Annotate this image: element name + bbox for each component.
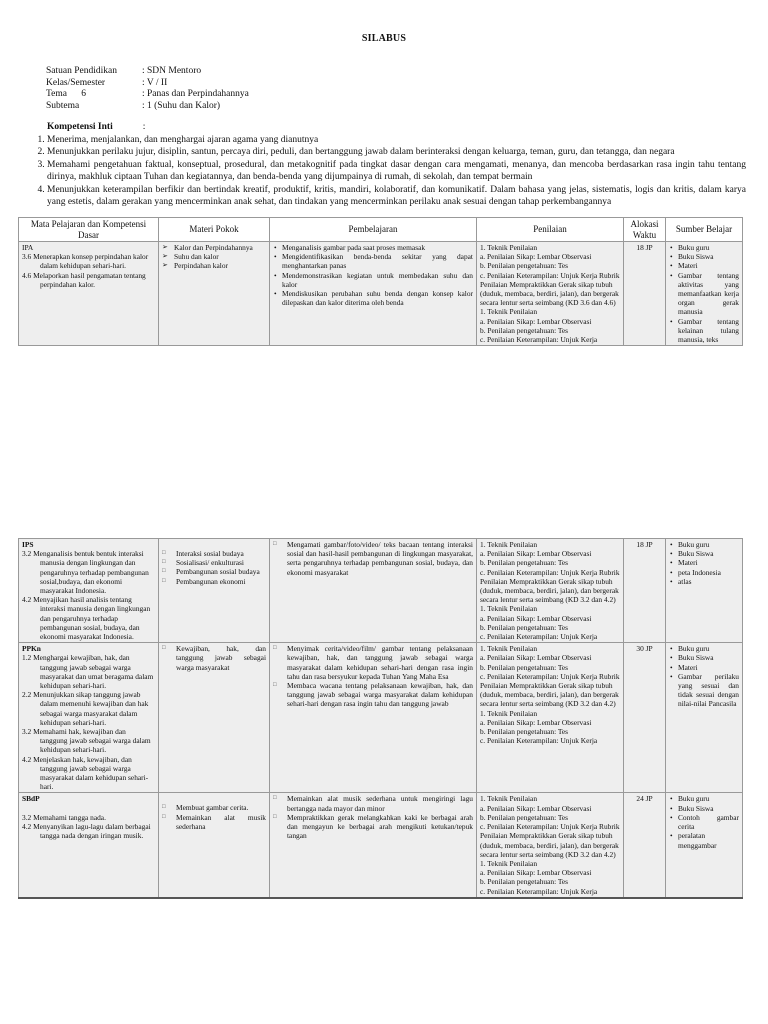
penilaian-line: a. Penilaian Sikap: Lembar Observasi xyxy=(480,252,592,262)
pembelajaran-item: □ Menyimak cerita/video/film/ gambar tentang pelaksanaan kewajiban, hak, dan tanggung jawab sebagai warga masyarakat dalam kehidupan sehari-hari dengan rasa ingin tahu dan rasa bersyukur kepada Tuhan Yang Maha Esa xyxy=(273,644,473,681)
pembelajaran-cell xyxy=(270,242,477,346)
header-pembelajaran: Pembelajaran xyxy=(270,218,477,242)
header-subject-kd: Mata Pelajaran dan Kompetensi Dasar xyxy=(19,218,159,242)
penilaian-line: a. Penilaian Sikap: Lembar Observasi xyxy=(480,613,592,623)
subject-name: SBdP xyxy=(22,794,40,804)
pembelajaran-item: □ Mengamati gambar/foto/video/ teks bacaan tentang interaksi sosial dan hasil-hasil pembangunan di lingkungan masyarakat, serta pengaruhnya terhadap pembangunan sosial, budaya, dan ekonomi masyarakat xyxy=(273,540,473,577)
penilaian-cell xyxy=(477,539,624,643)
identity-value: : SDN Mentoro xyxy=(142,66,202,76)
sumber-item: • Gambar tentang kelainan tulang manusia, teks xyxy=(669,317,739,345)
sumber-item: • Buku Siswa xyxy=(669,653,739,662)
sumber-item: • Buku Siswa xyxy=(669,804,739,813)
materi-item: □ Interaksi sosial budaya xyxy=(162,549,266,558)
penilaian-line: c. Penilaian Keterampilan: Unjuk Kerja xyxy=(480,335,598,345)
sumber-item: • Buku guru xyxy=(669,644,739,653)
penilaian-line: c. Penilaian Keterampilan: Unjuk Kerja Rubrik Penilaian Mempraktikkan Gerak sikap tubuh (duduk, membaca, berdiri, jalan), dan bergerak secara lentur serta seimbang (KD 3.2 dan 4.2) xyxy=(480,567,620,605)
kd-item: 4.2 Menyajikan hasil analisis tentang interaksi manusia dengan lingkungan dan pengaruhnya terhadap pembangunan sosial, budaya, dan ekonomi masyarakat Indonesia. xyxy=(22,595,151,642)
sumber-item: • Buku guru xyxy=(669,794,739,803)
penilaian-line: b. Penilaian pengetahuan: Tes xyxy=(480,877,569,887)
pembelajaran-item: • Mendiskusikan perubahan suhu benda dengan konsep kalor dilepaskan dan kalor diterima oleh benda xyxy=(273,289,473,307)
penilaian-line: a. Penilaian Sikap: Lembar Observasi xyxy=(480,803,592,813)
sumber-item: • peta Indonesia xyxy=(669,568,739,577)
sumber-item: • Materi xyxy=(669,558,739,567)
penilaian-line: b. Penilaian pengetahuan: Tes xyxy=(480,727,569,737)
kd-item: 3.6 Menerapkan konsep perpindahan kalor dalam kehidupan sehari-hari. xyxy=(22,252,149,271)
header-materi: Materi Pokok xyxy=(159,218,270,242)
identity-value: : Panas dan Perpindahannya xyxy=(142,89,249,99)
kompetensi-inti-item: 4. Menunjukkan keterampilan berfikir dan bertindak kreatif, produktif, kritis, mandiri, kolaboratif, dan komunikatif. Dalam bahasa yang jelas, sistematis, logis dan kritis, dalam karya yang estetis, dalam gerakan yang mencerminkan anak sehat, dan tindakan yang mencerminkan perilaku anak sesuai dengan tahap perkembangannya xyxy=(47,184,746,209)
sumber-cell xyxy=(666,539,743,643)
materi-item: □ Pembangunan sosial budaya xyxy=(162,567,266,576)
identity-row xyxy=(46,101,249,113)
kompetensi-inti-heading xyxy=(47,121,746,134)
subject-kd-cell xyxy=(19,643,159,793)
pembelajaran-item: □ Mempraktikkan gerak melangkahkan kaki ke berbagai arah dan mengayun ke berbagai arah mengikuti ketukan/tepuk tangan xyxy=(273,813,473,841)
penilaian-line: 1. Teknik Penilaian xyxy=(480,540,538,549)
pembelajaran-cell xyxy=(270,539,477,643)
penilaian-line: c. Penilaian Keterampilan: Unjuk Kerja Rubrik Penilaian Mempraktikkan Gerak sikap tubuh (duduk, membaca, berdiri, jalan), dan bergerak secara lentur serta seimbang (KD 3.2 dan 4.2) xyxy=(480,822,620,859)
header-sumber: Sumber Belajar xyxy=(666,218,743,242)
sumber-item: • Buku guru xyxy=(669,540,739,549)
materi-item: □ Pembangunan ekonomi xyxy=(162,577,266,586)
kompetensi-inti-item: 2. Menunjukkan perilaku jujur, disiplin, santun, percaya diri, peduli, dan bertanggung jawab dalam berinteraksi dengan keluarga, teman, guru, dan tetangga, dan negara xyxy=(47,146,746,159)
identity-key: Tema 6 xyxy=(46,89,86,99)
subject-name: PPKn xyxy=(22,644,41,654)
materi-cell xyxy=(159,539,270,643)
table-header-row xyxy=(19,218,743,242)
materi-cell xyxy=(159,793,270,898)
syllabus-table-page-2 xyxy=(18,538,743,899)
sumber-item: • Materi xyxy=(669,663,739,672)
sumber-item: • Buku guru xyxy=(669,243,739,252)
materi-item: □ Memainkan alat musik sederhana xyxy=(162,813,266,831)
header-alokasi: Alokasi Waktu xyxy=(624,218,666,242)
materi-item: □ Kewajiban, hak, dan tanggung jawab sebagai warga masyarakat xyxy=(162,644,266,672)
kd-item: 3.2 Memahami tangga nada. xyxy=(22,812,106,822)
sumber-item: • atlas xyxy=(669,577,739,586)
penilaian-line: a. Penilaian Sikap: Lembar Observasi xyxy=(480,717,592,727)
penilaian-line: c. Penilaian Keterampilan: Unjuk Kerja xyxy=(480,632,598,642)
penilaian-line: 1. Teknik Penilaian xyxy=(480,243,538,252)
penilaian-line: c. Penilaian Keterampilan: Unjuk Kerja Rubrik Penilaian Mempraktikkan Gerak sikap tubuh (duduk, membaca, berdiri, jalan), dan bergerak secara lentur serta seimbang (KD 3.6 dan 4.6) xyxy=(480,270,620,308)
table-row xyxy=(19,539,743,643)
penilaian-cell xyxy=(477,242,624,346)
penilaian-line: b. Penilaian pengetahuan: Tes xyxy=(480,325,569,335)
header-penilaian: Penilaian xyxy=(477,218,624,242)
materi-item: □ Sosialisasi/ enkulturasi xyxy=(162,558,266,567)
pembelajaran-item: □ Memainkan alat musik sederhana untuk mengiringi lagu bertangga nada mayor dan minor xyxy=(273,794,473,812)
penilaian-cell xyxy=(477,643,624,793)
sumber-item: • peralatan menggambar xyxy=(669,831,739,849)
syllabus-table-page-1 xyxy=(18,217,743,346)
subject-kd-cell xyxy=(19,242,159,346)
alokasi-cell: 24 JP xyxy=(624,793,666,898)
sumber-item: • Gambar tentang aktivitas yang memanfaatkan kerja organ gerak manusia xyxy=(669,271,739,317)
sumber-cell xyxy=(666,643,743,793)
sumber-cell xyxy=(666,793,743,898)
kd-item: 3.2 Menganalisis bentuk bentuk interaksi manusia dengan lingkungan dan pengaruhnya terhadap pembangunan sosial,budaya, dan ekonomi masyarakat Indonesia. xyxy=(22,549,149,596)
kompetensi-inti-label: Kompetensi Inti xyxy=(47,122,113,132)
penilaian-line: b. Penilaian pengetahuan: Tes xyxy=(480,261,569,271)
subject-name: IPA xyxy=(22,243,34,252)
pembelajaran-cell xyxy=(270,793,477,898)
kd-item: 3.2 Memahami hak, kewajiban dan tanggung jawab sebagai warga dalam kehidupan sehari-hari. xyxy=(22,727,151,755)
kompetensi-inti-colon: : xyxy=(142,122,146,132)
penilaian-line: a. Penilaian Sikap: Lembar Observasi xyxy=(480,549,592,559)
kd-item: 4.2 Menjelaskan hak, kewajiban, dan tanggung jawab sebagai warga masyarakat dalam kehidupan sehari-hari. xyxy=(22,754,149,792)
kd-item: 1.2 Menghargai kewajiban, hak, dan tanggung jawab sebagai warga masyarakat dan umat beragama dalam kehidupan sehari-hari. xyxy=(22,653,154,691)
penilaian-cell xyxy=(477,793,624,898)
alokasi-cell: 30 JP xyxy=(624,643,666,793)
penilaian-line: c. Penilaian Keterampilan: Unjuk Kerja xyxy=(480,886,598,896)
identity-row xyxy=(46,89,249,101)
kompetensi-inti-item: 3. Memahami pengetahuan faktual, konseptual, prosedural, dan metakognitif pada tingkat dasar dengan cara mengamati, menanya, dan mencoba berdasarkan rasa ingin tahu tentang dirinya, makhluk ciptaan Tuhan dan kegiatannya, dan benda-benda yang dijumpainya di rumah, di sekolah, dan tempat bermain xyxy=(47,159,746,184)
sumber-item: • Buku Siswa xyxy=(669,549,739,558)
materi-item: ➢ Suhu dan kalor xyxy=(162,252,266,261)
identity-row xyxy=(46,78,249,90)
sumber-item: • Gambar perilaku yang sesuai dan tidak sesuai dengan nilai-nilai Pancasila xyxy=(669,672,739,709)
materi-item: □ Membuat gambar cerita. xyxy=(162,803,266,812)
alokasi-cell: 18 JP xyxy=(624,539,666,643)
identity-key: Subtema xyxy=(46,100,80,111)
penilaian-line: 1. Teknik Penilaian xyxy=(480,644,538,654)
materi-item: ➢ Perpindahan kalor xyxy=(162,261,266,270)
identity-row xyxy=(46,66,249,78)
page-title: SILABUS xyxy=(361,33,407,44)
subject-kd-cell xyxy=(19,539,159,643)
subject-name: IPS xyxy=(22,540,34,549)
kd-item: 4.6 Melaporkan hasil pengamatan tentang perpindahan kalor. xyxy=(22,270,146,289)
penilaian-line: 1. Teknik Penilaian xyxy=(480,794,538,804)
table-row xyxy=(19,793,743,898)
penilaian-line: b. Penilaian pengetahuan: Tes xyxy=(480,622,569,632)
penilaian-line: b. Penilaian pengetahuan: Tes xyxy=(480,558,569,568)
identity-key: Satuan Pendidikan xyxy=(46,66,117,76)
pembelajaran-item: • Mendemonstrasikan kegiatan untuk membedakan suhu dan kalor xyxy=(273,271,473,289)
penilaian-line: a. Penilaian Sikap: Lembar Observasi xyxy=(480,868,592,878)
penilaian-line: a. Penilaian Sikap: Lembar Observasi xyxy=(480,316,592,326)
subject-kd-cell xyxy=(19,793,159,898)
identity-key: Kelas/Semester xyxy=(46,77,106,88)
alokasi-cell: 18 JP xyxy=(624,242,666,346)
pembelajaran-cell xyxy=(270,643,477,793)
pembelajaran-item: • Mengidentifikasikan benda-benda sekitar yang dapat menghantarkan panas xyxy=(273,252,473,270)
pembelajaran-item: □ Membaca wacana tentang pelaksanaan kewajiban, hak, dan tanggung jawab sebagai warga masyarakat dalam kehidupan sehari-hari dengan rasa ingin tahu dan tanggung jawab xyxy=(273,681,473,709)
penilaian-line: 1. Teknik Penilaian xyxy=(480,858,538,868)
penilaian-line: b. Penilaian pengetahuan: Tes xyxy=(480,812,569,822)
materi-item: ➢ Kalor dan Perpindahannya xyxy=(162,243,266,252)
sumber-item: • Materi xyxy=(669,261,739,270)
kd-item: 4.2 Menyanyikan lagu-lagu dalam berbagai tangga nada dengan iringan musik. xyxy=(22,821,151,841)
sumber-item: • Buku Siswa xyxy=(669,252,739,261)
penilaian-line: c. Penilaian Keterampilan: Unjuk Kerja xyxy=(480,736,598,746)
penilaian-line: b. Penilaian pengetahuan: Tes xyxy=(480,662,569,672)
penilaian-line: a. Penilaian Sikap: Lembar Observasi xyxy=(480,653,592,663)
kompetensi-inti xyxy=(30,121,746,209)
penilaian-line: c. Penilaian Keterampilan: Unjuk Kerja Rubrik Penilaian Mempraktikkan Gerak sikap tubuh (duduk, membaca, berdiri, jalan), dan bergerak secara lentur serta seimbang (KD 3.2 dan 4.2) xyxy=(480,671,620,709)
penilaian-line: 1. Teknik Penilaian xyxy=(480,708,538,718)
penilaian-line: 1. Teknik Penilaian xyxy=(480,307,538,317)
penilaian-line: 1. Teknik Penilaian xyxy=(480,604,538,614)
table-row xyxy=(19,643,743,793)
identity-block xyxy=(46,66,249,112)
kompetensi-inti-list xyxy=(30,134,746,209)
sumber-item: • Contoh gambar cerita xyxy=(669,813,739,831)
sumber-cell xyxy=(666,242,743,346)
materi-cell xyxy=(159,242,270,346)
identity-value: : 1 (Suhu dan Kalor) xyxy=(142,100,221,111)
materi-cell xyxy=(159,643,270,793)
identity-value: : V / II xyxy=(142,77,168,88)
kd-item: 2.2 Menunjukkan sikap tanggung jawab dalam memenuhi kewajiban dan hak sebagai warga masyarakat dalam kehidupan sehari-hari. xyxy=(22,690,149,727)
kompetensi-inti-item: 1. Menerima, menjalankan, dan menghargai ajaran agama yang dianutnya xyxy=(47,134,746,147)
table-row xyxy=(19,242,743,346)
pembelajaran-item: • Menganalisis gambar pada saat proses memasak xyxy=(273,243,473,252)
